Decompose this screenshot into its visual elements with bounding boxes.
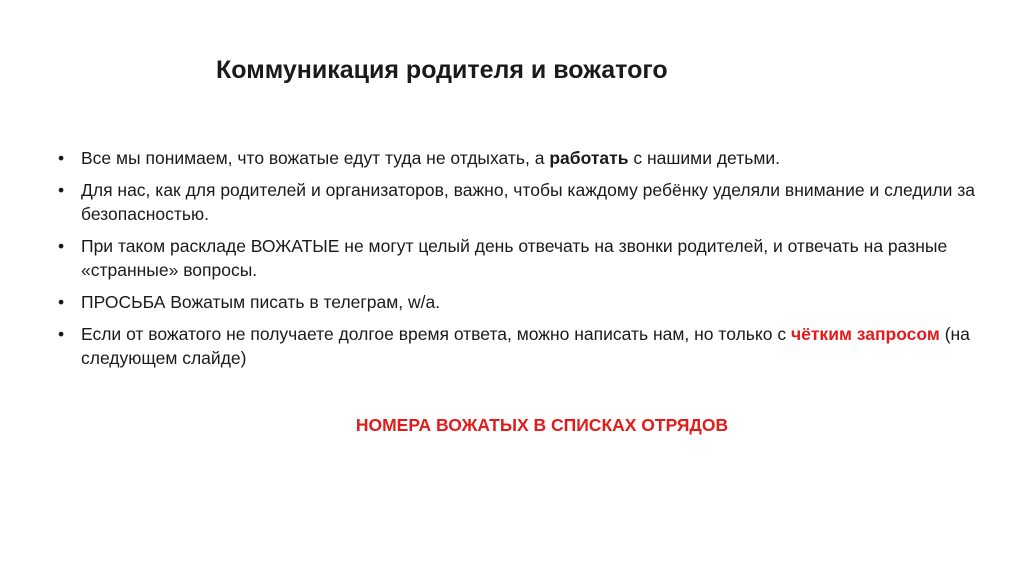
bullet-marker: •: [58, 236, 65, 256]
slide-title: Коммуникация родителя и вожатого: [216, 56, 668, 84]
footer-note: НОМЕРА ВОЖАТЫХ В СПИСКАХ ОТРЯДОВ: [355, 415, 729, 435]
bullet-text: Для нас, как для родителей и организаторов, важно, чтобы каждому ребёнку уделяли внимание и следили за безопасностью.: [81, 180, 975, 224]
bullet-text: При таком раскладе ВОЖАТЫЕ не могут целый день отвечать на звонки родителей, и отвечать на разные «странные» вопросы.: [81, 236, 948, 280]
red-emphasis: чётким запросом: [790, 324, 940, 344]
bullet-item-3: [56, 234, 986, 282]
bullet-marker: •: [58, 324, 65, 344]
bullet-marker: •: [58, 148, 65, 168]
bullet-item-5: [56, 322, 986, 370]
bullet-text: (на следующем слайде): [81, 324, 970, 368]
bold-emphasis: работать: [549, 148, 629, 168]
bullet-item-2: [56, 178, 986, 226]
bullet-text: ПРОСЬБА Вожатым писать в телеграм, w/a.: [81, 292, 441, 312]
bullet-list: [56, 146, 986, 378]
bullet-item-1: [56, 146, 986, 170]
bullet-text: Если от вожатого не получаете долгое время ответа, можно написать нам, но только с: [81, 324, 791, 344]
bullet-item-4: [56, 290, 986, 314]
bullet-marker: •: [58, 292, 65, 312]
bullet-text: Все мы понимаем, что вожатые едут туда не отдыхать, а: [81, 148, 550, 168]
bullet-text: с нашими детьми.: [628, 148, 781, 168]
bullet-marker: •: [58, 180, 65, 200]
